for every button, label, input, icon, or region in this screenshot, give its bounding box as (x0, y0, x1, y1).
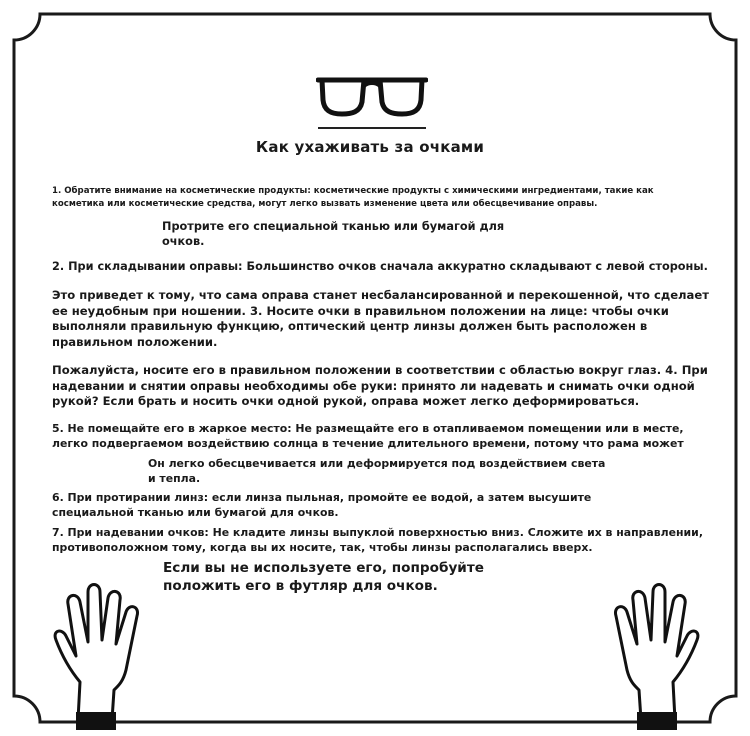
page-title: Как ухаживать за очками (255, 138, 485, 156)
tip-heat: 5. Не помещайте его в жаркое место: Не размещайте его в отапливаемом помещении или в месте, легко подвергаемом воздействию солнца в течение длительного времени, потому что рама может (52, 422, 684, 450)
tip-folding: 2. При складывании оправы: Большинство очков сначала аккуратно складывают с левой стороны. (52, 260, 708, 273)
raised-hand-icon (48, 570, 158, 730)
tip-fade-note: Он легко обесцвечивается или деформируется под воздействием света и тепла. (148, 457, 606, 485)
raised-hand-icon (595, 570, 705, 730)
tip-cosmetics: 1. Обратите внимание на косметические продукты: косметические продукты с химическими ингредиентами, такие как косметика или косметические средства, могут легко вызвать изменение цвета или обесцвечивание оправы. (52, 186, 654, 209)
tip-both-hands: Пожалуйста, носите его в правильном положении в соответствии с областью вокруг глаз. 4. При надевании и снятии оправы необходимы обе руки: принято ли надевать и снимать очки одной рукой? Если брать и носить очки одной рукой, оправа может легко деформироваться. (52, 363, 708, 408)
title-divider (318, 127, 426, 129)
tip-wipe-lens: 6. При протирании линз: если линза пыльная, промойте ее водой, а затем высушите специальной тканью или бумагой для очков. (52, 491, 592, 519)
tip-use-case: Если вы не используете его, попробуйте положить его в футляр для очков. (163, 560, 484, 594)
tip-wear-position: Это приведет к тому, что сама оправа станет несбалансированной и перекошенной, что сделает ее неудобным при ношении. 3. Носите очки в правильном положении на лице: чтобы очки выполняли правильную функцию, оптический центр линзы должен быть расположен в правильном положении. (52, 288, 709, 349)
tip-wipe-tissue: Протрите его специальной тканью или бумагой для очков. (162, 220, 505, 248)
tip-lens-down: 7. При надевании очков: Не кладите линзы выпуклой поверхностью вниз. Сложите их в направлении, противоположном тому, когда вы их носите, так, чтобы линзы располагались вверх. (52, 526, 703, 554)
glasses-icon (316, 72, 428, 120)
